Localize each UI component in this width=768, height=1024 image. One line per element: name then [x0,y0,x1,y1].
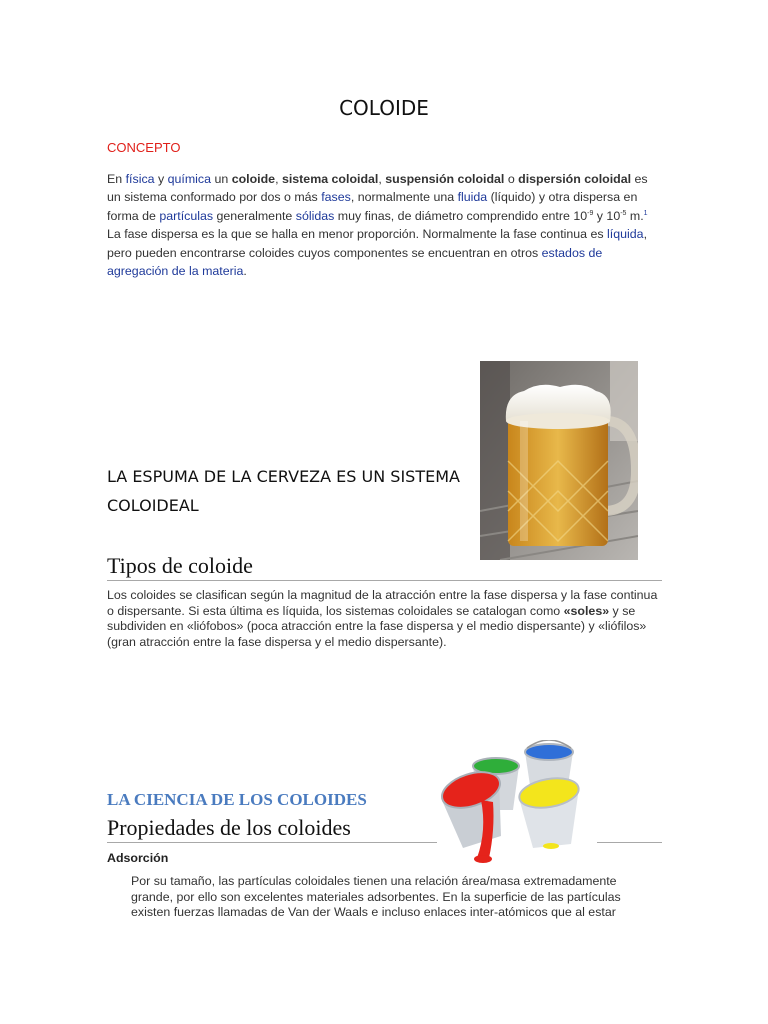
heading-divider [107,842,437,843]
text-run: generalmente [213,208,296,223]
text-run: m. [626,208,644,223]
text-run: o [504,172,519,186]
section-heading-propiedades: Propiedades de los coloides [107,815,351,840]
bold-term-sistema: sistema coloidal [281,172,379,186]
text-run: . [243,264,247,279]
section-heading-tipos: Tipos de coloide [107,553,253,578]
text-run: , [275,172,282,186]
text-run: (líquido) y otra dispersa en forma de [107,190,638,223]
exponent: -9 [587,209,594,217]
concepto-heading: CONCEPTO [107,140,181,155]
text-run: La fase dispersa es la que se halla en menor proporción. Normalmente la fase continua es [107,227,608,242]
tipos-paragraph [107,588,659,650]
link-fisica[interactable]: física [125,172,155,186]
beer-mug-image [480,361,638,560]
text-run: y se subdividen en «liófobos» (poca atracción entre la fase dispersa y el medio dispersante) y «liófilos» (gran atracción entre la fase dispersa y el medio dispersante). [107,603,647,649]
heading-divider [107,580,662,581]
link-liquida[interactable]: líquida [607,227,644,242]
link-quimica[interactable]: química [167,172,212,186]
concepto-paragraph [107,170,657,280]
text-run: , normalmente una [350,190,458,205]
text-run: Los coloides se clasifican según la magnitud de la atracción entre la fase dispersa y la fase continua o dispersante. Si esta última es líquida, los sistemas coloidales se catalogan como [107,588,658,618]
heading-divider [597,842,662,843]
exponent: -5 [620,209,627,217]
text-run: y [154,172,168,186]
paint-buckets-image [437,740,597,866]
link-fases[interactable]: fases [321,190,351,205]
text-run: , pero pueden encontrarse coloides cuyos componentes se encuentran en otros [107,227,648,260]
beer-caption: LA ESPUMA DE LA CERVEZA ES UN SISTEMA COLOIDEAL [107,467,460,515]
bold-term-coloide: coloide [231,172,276,186]
text-run: En [107,172,126,186]
adsorcion-paragraph: Por su tamaño, las partículas coloidales tienen una relación área/masa extremadamente grande, por ello son excelentes materiales adsorbentes. En la superficie de las partículas existen fuerzas llamadas de Van der Waals e incluso enlaces inter-atómicos que al estar [131,874,621,920]
section-heading-ciencia: LA CIENCIA DE LOS COLOIDES [107,790,367,809]
beer-mug-icon [480,361,638,560]
text-run: y 10 [593,208,621,223]
bold-term-dispersion: dispersión coloidal [518,172,632,186]
text-run: muy finas, de diámetro comprendido entre 10 [334,208,588,223]
document-title: COLOIDE [339,96,429,120]
link-estados-agregacion[interactable]: estados de agregación de la materia [107,245,603,279]
text-run: , [378,172,386,186]
bold-term-suspension: suspensión coloidal [385,172,505,186]
link-solidas[interactable]: sólidas [295,208,335,223]
bold-term-soles: «soles» [563,603,610,618]
reference-link[interactable]: 1 [643,209,648,217]
link-fluida[interactable]: fluida [457,190,488,205]
subheading-adsorcion: Adsorción [107,851,169,865]
link-particulas[interactable]: partículas [159,208,214,223]
paint-buckets-icon [437,740,597,866]
text-run: es un sistema conformado por dos o más [107,172,648,205]
text-run: un [211,172,232,186]
